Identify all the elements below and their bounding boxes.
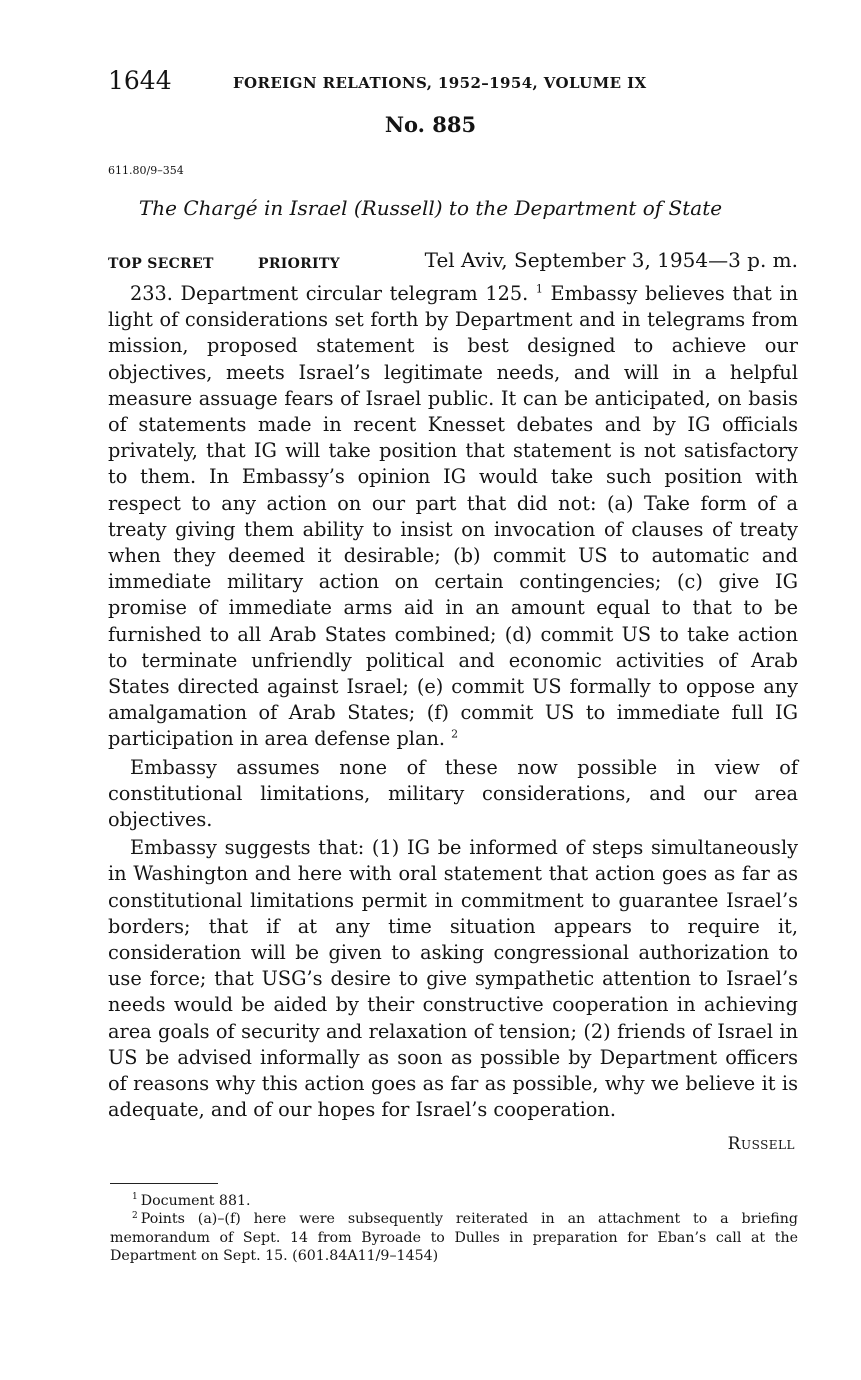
- footnote-mark: 1: [132, 1192, 138, 1203]
- footnote: [110, 1210, 798, 1265]
- paragraph-1-text-a: 233. Department circular telegram 125.: [130, 282, 536, 305]
- telegram-header: [108, 248, 798, 278]
- classification-label: TOP SECRET: [108, 256, 214, 272]
- file-reference: 611.80/9–354: [108, 164, 184, 177]
- footnote: [110, 1192, 798, 1210]
- footnote-mark: 2: [132, 1210, 138, 1221]
- footnote-text: Document 881.: [140, 1193, 251, 1209]
- footnotes: [110, 1192, 798, 1265]
- footnote-ref-1: 1: [535, 282, 543, 296]
- running-head: [108, 66, 798, 100]
- document-body: [108, 281, 798, 1126]
- running-title: FOREIGN RELATIONS, 1952–1954, VOLUME IX: [233, 74, 647, 92]
- signature: Russell: [727, 1134, 795, 1154]
- footnote-text: Points (a)–(f) here were subsequently reiterated in an attachment to a briefing memorandum of Sept. 14 from Byroade to Dulles in preparation for Eban’s call at the Department on Sept. 15. (601.84A11/9–1454): [110, 1211, 798, 1264]
- document-number: No. 885: [384, 112, 477, 137]
- page-number: 1644: [108, 66, 172, 95]
- body-paragraph-1: [108, 281, 798, 753]
- body-paragraph-3: Embassy suggests that: (1) IG be informed of steps simultaneously in Washington and here with oral statement that action goes as far as constitutional limitations permit in commitment to guarantee Israel’s borders; that if at any time situation appears to require it, consideration will be given to asking congressional authorization to use force; that USG’s desire to give sympathetic attention to Israel’s needs would be aided by their constructive cooperation in achieving area goals of security and relaxation of tension; (2) friends of Israel in US be advised informally as soon as possible by Department officers of reasons why this action goes as far as possible, why we believe it is adequate, and of our hopes for Israel’s cooperation.: [108, 836, 798, 1122]
- footnote-ref-2: 2: [451, 728, 459, 742]
- body-paragraph-2: Embassy assumes none of these now possible in view of constitutional limitations, military considerations, and our area objectives.: [108, 755, 798, 832]
- paragraph-1-text-b: Embassy believes that in light of considerations set forth by Department and in telegrams from mission, proposed statement is best designed to achieve our objectives, meets Israel’s legitimate needs, and will in a helpful measure assuage fears of Israel public. It can be anticipated, on basis of statements made in recent Knesset debates and by IG officials privately, that IG will take position that statement is not satisfactory to them. In Embassy’s opinion IG would take such position with respect to any action on our part that did not: (a) Take form of a treaty giving them ability to insist on invocation of clauses of treaty when they deemed it desirable; (b) commit US to automatic and immediate military action on certain contingencies; (c) give IG promise of immediate arms aid in an amount equal to that to be furnished to all Arab States combined; (d) commit US to take action to terminate unfriendly political and economic activities of Arab States directed against Israel; (e) commit US formally to oppose any amalgamation of Arab States; (f) commit US to immediate full IG participation in area defense plan.: [108, 282, 798, 751]
- document-title: The Chargé in Israel (Russell) to the Department of State: [138, 196, 723, 220]
- priority-label: PRIORITY: [258, 256, 340, 272]
- dateline: Tel Aviv, September 3, 1954—3 p. m.: [424, 248, 798, 272]
- footnote-divider: [110, 1183, 218, 1184]
